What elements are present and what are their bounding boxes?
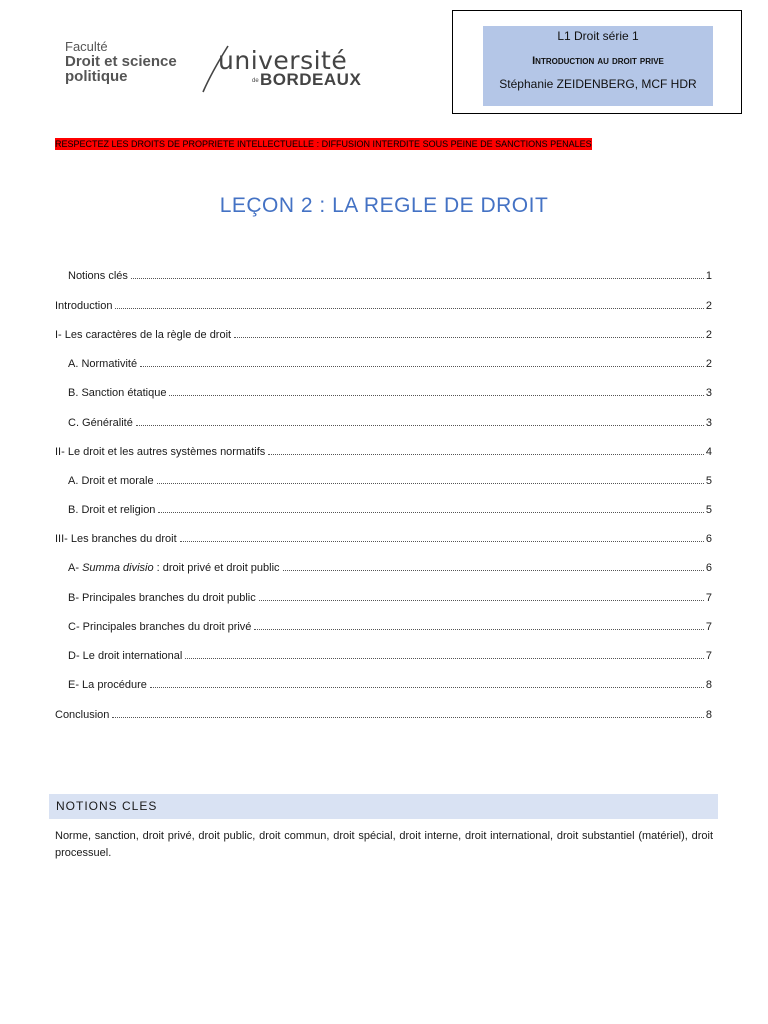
toc-leader bbox=[259, 599, 704, 601]
toc-entry-label-italic: Summa divisio bbox=[82, 562, 154, 574]
faculty-label: Faculté bbox=[65, 39, 108, 54]
toc-entry-page: 7 bbox=[705, 621, 712, 633]
toc-entry[interactable] bbox=[55, 266, 712, 282]
toc-entry[interactable] bbox=[55, 558, 712, 574]
toc-leader bbox=[112, 716, 703, 718]
toc-entry[interactable] bbox=[55, 471, 712, 487]
toc-leader bbox=[131, 277, 704, 279]
toc-entry[interactable] bbox=[55, 529, 712, 545]
toc-entry-page: 3 bbox=[705, 417, 712, 429]
toc-leader bbox=[158, 511, 703, 513]
toc-entry-page: 2 bbox=[705, 300, 712, 312]
toc-entry[interactable] bbox=[55, 500, 712, 516]
toc-entry-label: B. Sanction étatique bbox=[68, 387, 167, 399]
toc-leader bbox=[180, 540, 704, 542]
toc-entry[interactable] bbox=[55, 588, 712, 604]
toc-entry-label: D- Le droit international bbox=[68, 650, 183, 662]
toc-entry-label: Conclusion bbox=[55, 709, 110, 721]
toc-leader bbox=[115, 307, 703, 309]
toc-entry-page: 1 bbox=[705, 270, 712, 282]
toc-entry-page: 5 bbox=[705, 475, 712, 487]
toc-entry[interactable] bbox=[55, 383, 712, 399]
toc-entry[interactable] bbox=[55, 325, 712, 341]
key-notions-paragraph: Norme, sanction, droit privé, droit public, droit commun, droit spécial, droit interne, droit international, droit substantiel (matériel), droit processuel. bbox=[55, 830, 713, 859]
lesson-title: LEÇON 2 : LA REGLE DE DROIT bbox=[219, 194, 549, 217]
toc-entry[interactable] bbox=[55, 354, 712, 370]
toc-entry-page: 2 bbox=[705, 329, 712, 341]
toc-entry[interactable] bbox=[55, 413, 712, 429]
faculty-name-line2: politique bbox=[65, 68, 128, 86]
toc-entry[interactable] bbox=[55, 646, 712, 662]
course-title: Introduction au droit prive bbox=[532, 55, 664, 67]
toc-entry-label-suffix: : droit privé et droit public bbox=[153, 562, 280, 574]
toc-entry-page: 4 bbox=[705, 446, 712, 458]
toc-entry[interactable] bbox=[55, 442, 712, 458]
toc-entry-label: A. Normativité bbox=[68, 358, 138, 370]
toc-leader bbox=[185, 657, 704, 659]
toc-entry-page: 3 bbox=[705, 387, 712, 399]
course-info-box bbox=[452, 10, 742, 114]
toc-entry-label: E- La procédure bbox=[68, 679, 147, 691]
toc-entry-label: II- Le droit et les autres systèmes normatifs bbox=[55, 446, 266, 458]
toc-entry-label: I- Les caractères de la règle de droit bbox=[55, 329, 232, 341]
toc-entry-label: III- Les branches du droit bbox=[55, 533, 177, 545]
toc-entry[interactable] bbox=[55, 296, 712, 312]
toc-entry-page: 8 bbox=[705, 709, 712, 721]
toc-leader bbox=[136, 424, 704, 426]
toc-entry-page: 6 bbox=[705, 533, 712, 545]
university-name-bottom: BORDEAUX bbox=[260, 70, 362, 89]
toc-leader bbox=[268, 453, 704, 455]
toc-entry-page: 6 bbox=[705, 562, 712, 574]
toc-entry-label: C. Généralité bbox=[68, 417, 133, 429]
faculty-name-line1: Droit et science bbox=[65, 52, 177, 70]
toc-entry-label: C- Principales branches du droit privé bbox=[68, 621, 252, 633]
toc-leader bbox=[254, 628, 703, 630]
course-series: L1 Droit série 1 bbox=[557, 29, 639, 43]
toc-entry-label bbox=[55, 562, 280, 574]
faculty-logo bbox=[65, 40, 177, 85]
toc-entry-label: B. Droit et religion bbox=[68, 504, 156, 516]
toc-entry-page: 8 bbox=[705, 679, 712, 691]
course-author: Stéphanie ZEIDENBERG, MCF HDR bbox=[499, 77, 697, 91]
copyright-warning-banner: RESPECTEZ LES DROITS DE PROPRIETE INTELLECTUELLE : DIFFUSION INTERDITE SOUS PEINE DE SANCTIONS PENALES bbox=[55, 139, 592, 149]
section-heading-bar bbox=[49, 794, 718, 819]
toc-leader bbox=[157, 482, 704, 484]
toc-entry[interactable] bbox=[55, 675, 712, 691]
toc-entry-page: 5 bbox=[705, 504, 712, 516]
toc-leader bbox=[234, 336, 704, 338]
university-name-top: université bbox=[218, 46, 348, 75]
university-name-de: de bbox=[252, 78, 259, 84]
section-heading: NOTIONS CLES bbox=[56, 799, 158, 813]
toc-entry-page: 2 bbox=[705, 358, 712, 370]
toc-leader bbox=[169, 394, 703, 396]
course-info-panel bbox=[483, 26, 713, 106]
toc-entry-label: B- Principales branches du droit public bbox=[68, 592, 256, 604]
toc-entry-label: Notions clés bbox=[68, 270, 128, 282]
toc-leader bbox=[140, 365, 704, 367]
toc-leader bbox=[150, 686, 704, 688]
toc-entry[interactable] bbox=[55, 617, 712, 633]
toc-entry[interactable] bbox=[55, 705, 712, 721]
toc-entry-page: 7 bbox=[705, 650, 712, 662]
toc-entry-label-prefix: A- bbox=[68, 562, 83, 574]
university-logo bbox=[200, 44, 370, 94]
toc-leader bbox=[283, 569, 704, 571]
toc-entry-label: A. Droit et morale bbox=[68, 475, 154, 487]
toc-entry-page: 7 bbox=[705, 592, 712, 604]
toc-entry-label: Introduction bbox=[55, 300, 113, 312]
